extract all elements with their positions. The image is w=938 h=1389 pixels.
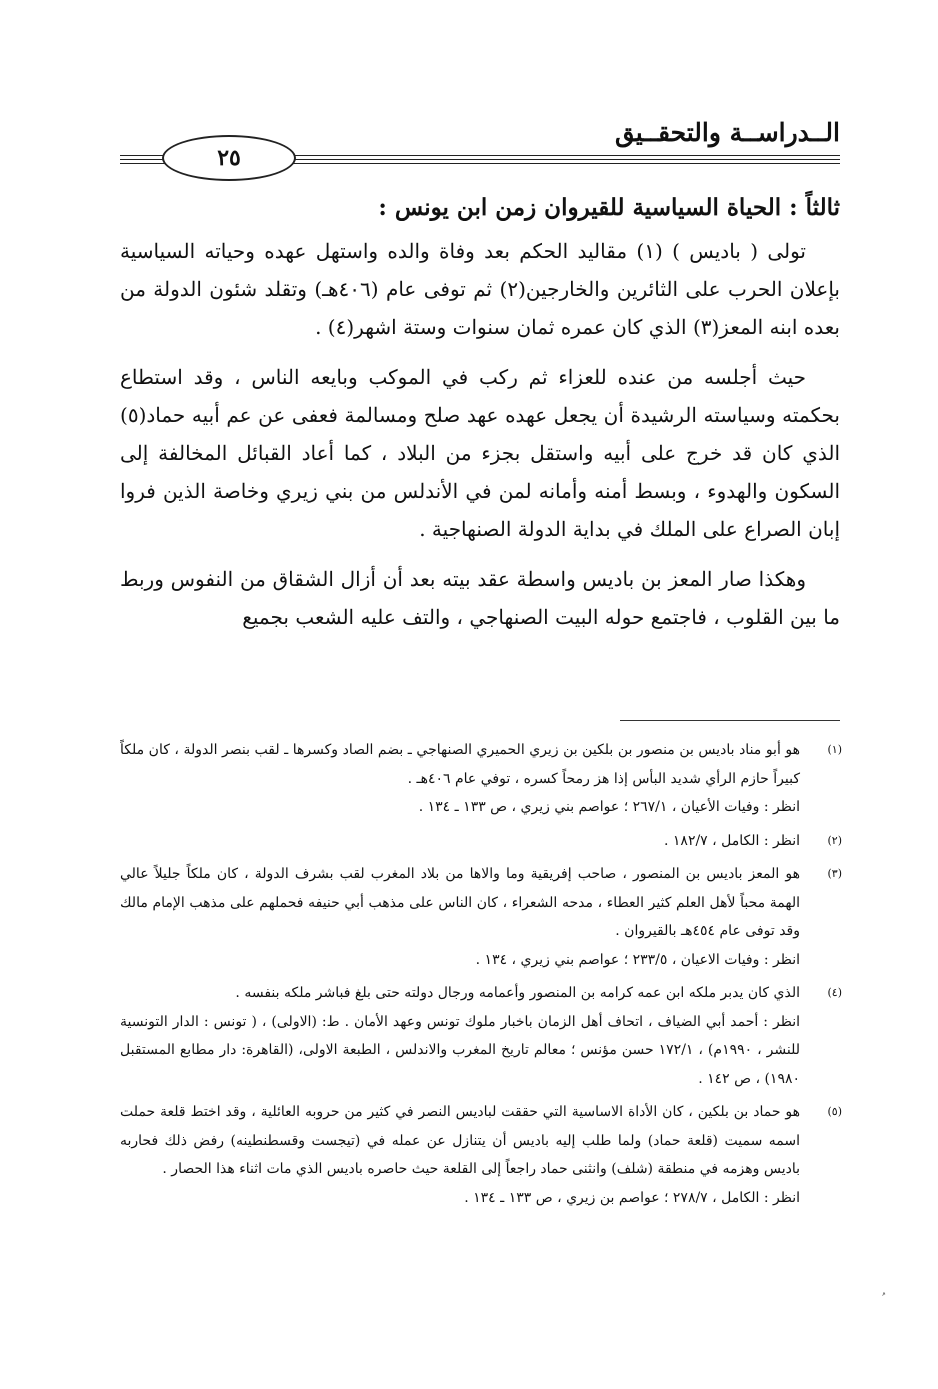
paragraph: حيث أجلسه من عنده للعزاء ثم ركب في الموكب وبايعه الناس ، وقد استطاع بحكمته وسياسته الرشيدة أن يجعل عهده عهد صلح ومسالمة فعفى عن عم أبيه حماد(٥) الذي كان قد خرج على أبيه واستقل بجزء من البلاد ، كما أعاد القبائل المخالفة إلى السكون والهدوء ، وبسط أمنه وأمانه لمن في الأندلس من بني زيري وخاصة الذين فروا إبان الصراع على الملك في بداية الدولة الصنهاجية . bbox=[120, 365, 840, 541]
footnote-number: (٤) bbox=[827, 986, 842, 999]
running-title: الــدراســة والتحقــيق bbox=[614, 118, 840, 147]
footnotes bbox=[120, 736, 842, 1217]
footnote bbox=[120, 860, 842, 974]
footnote-line: انظر : وفيات الاعيان ، ٢٣٣/٥ ؛ عواصم بني زيري ، ١٣٤ . bbox=[475, 951, 800, 968]
footnote-number: (٢) bbox=[827, 833, 842, 847]
footnote-line: انظر : أحمد أبي الضياف ، اتحاف أهل الزمان باخبار ملوك تونس وعهد الأمان . ط: (الاولى) ، ( تونس : الدار التونسية للنشر ، ١٩٩٠م) ، ١٧٢/١ حسن مؤنس ؛ معالم تاريخ المغرب والاندلس ، الطبعة الاولى، (القاهرة: دار مطابع المستقبل ١٩٨٠) ، ص ١٤٢ . bbox=[120, 1013, 800, 1087]
footnote bbox=[120, 827, 842, 856]
page-header bbox=[120, 118, 840, 170]
footnote-line: انظر : الكامل ، ٢٧٨/٧ ؛ عواصم بن زيري ، ص ١٣٣ ـ ١٣٤ . bbox=[464, 1189, 800, 1206]
footnote-number: (١) bbox=[827, 743, 842, 756]
footnote-line: الذي كان يدبر ملكه ابن عمه كرامه بن المنصور وأعمامه ورجال دولته حتى بلغ فباشر ملكه بنفسه . bbox=[235, 985, 800, 1001]
footnote bbox=[120, 736, 842, 822]
footnote-separator bbox=[620, 720, 840, 721]
footnote-line: هو حماد بن بلكين ، كان الأداة الاساسية التي حققت لباديس النصر في كثير من حروبه العائلية ، وقد اختط قلعة حملت اسمه سميت (قلعة حماد) ولما طلب إليه باديس أن يتنازل عن عمله في (تيجست وقسطنطينه) رفض ذلك فحاربه باديس وهزمه في منطقة (شلف) وانثنى حماد راجعاً إلى القلعة حيث حاصره باديس الذي مات اثناء هذا الحصار . bbox=[120, 1104, 800, 1177]
section-heading: ثالثاً : الحياة السياسية للقيروان زمن ابن يونس : bbox=[378, 194, 840, 221]
footnote-number: (٥) bbox=[827, 1105, 842, 1118]
main-text bbox=[120, 190, 840, 648]
page-number: ٢٥ bbox=[217, 145, 241, 171]
footnote-number: (٣) bbox=[827, 867, 842, 880]
footnote-line: هو المعز باديس بن المنصور ، صاحب إفريقية وما والاها من بلاد المغرب لقب بشرف الدولة ، كان ملكاً جليلاً عالي الهمة محباً لأهل العلم كثير العطاء ، مدحه الشعراء ، كان الناس على مذهب أبي حنيفه فحملهم على مذهب الإمام مالك وقد توفى عام ٤٥٤هـ بالقيروان . bbox=[120, 866, 800, 939]
page-number-oval bbox=[162, 135, 296, 181]
paragraph: وهكذا صار المعز بن باديس واسطة عقد بيته بعد أن أزال الشقاق من النفوس وربط ما بين القلوب ، فاجتمع حوله البيت الصنهاجي ، والتف عليه الشعب بجميع bbox=[120, 567, 840, 629]
footnote-line: انظر : الكامل ، ١٨٢/٧ . bbox=[664, 832, 800, 849]
footnote bbox=[120, 1098, 842, 1212]
footnote-line: انظر : وفيات الأعيان ، ٢٦٧/١ ؛ عواصم بني زيري ، ص ١٣٣ ـ ١٣٤ . bbox=[418, 799, 800, 815]
footnote-line: هو أبو مناد باديس بن منصور بن بلكين بن زيري الحميري الصنهاجي ـ بضم الصاد وكسرها ـ لقب بنصر الدولة ، كان ملكاً كبيراً حازم الرأي شديد البأس إذا هز رمحاً كسره ، توفي عام ٤٠٦هـ . bbox=[120, 742, 800, 787]
footnote bbox=[120, 979, 842, 1093]
scan-mark: ﹸ bbox=[882, 1292, 886, 1305]
paragraph: تولى ( باديس ) (١) مقاليد الحكم بعد وفاة والده واستهل عهده وحياته السياسية بإعلان الحرب على الثائرين والخارجين(٢) ثم توفى عام (٤٠٦هـ) وتقلد شئون الدولة من بعده ابنه المعز(٣) الذي كان عمره ثمان سنوات وستة اشهر(٤) . bbox=[120, 239, 840, 339]
